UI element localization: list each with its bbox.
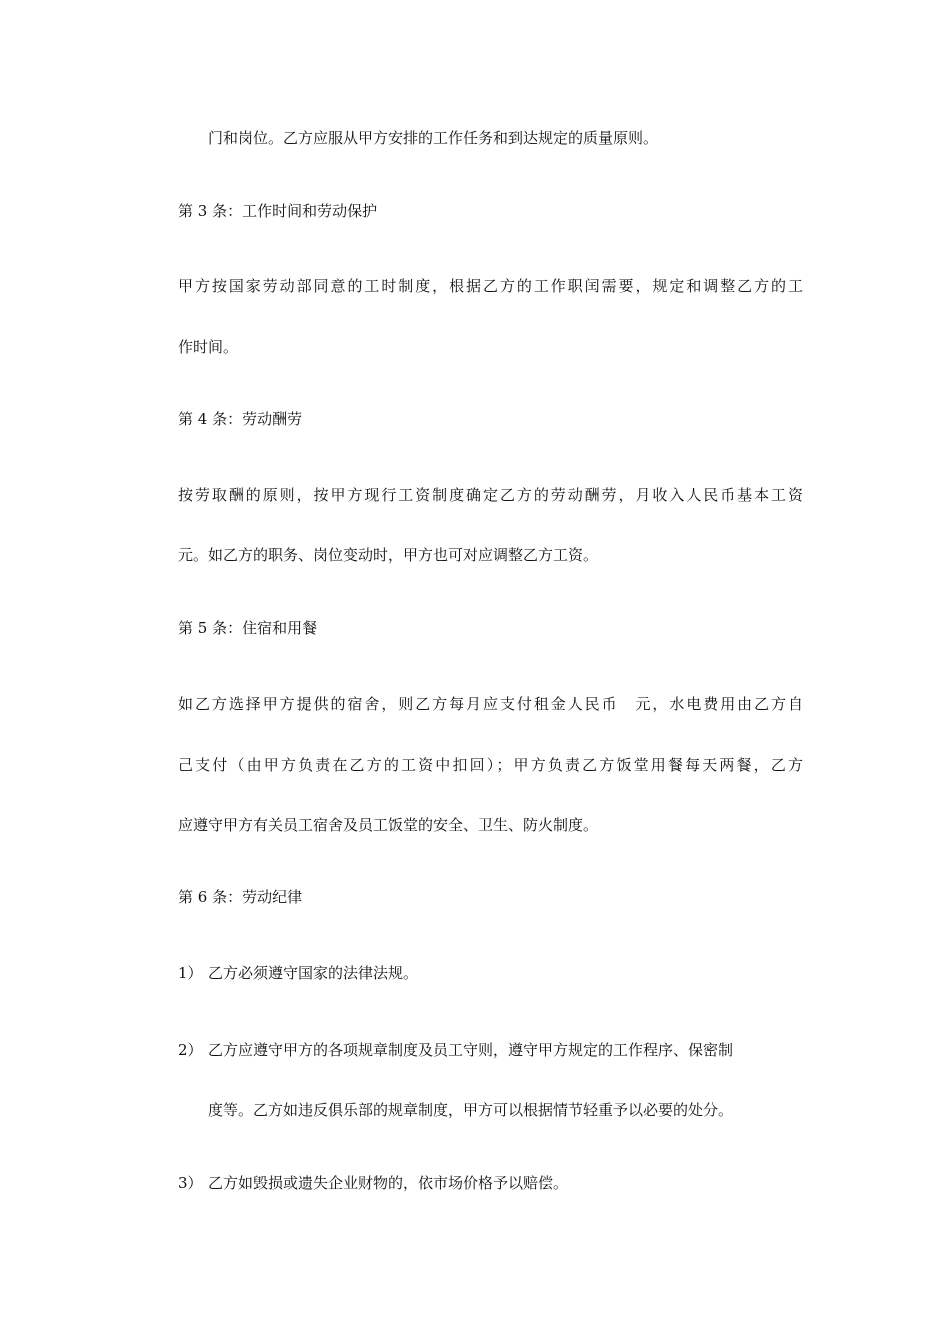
continuation-line: 门和岗位。乙方应服从甲方安排的工作任务和到达规定的质量原则。 — [208, 129, 659, 147]
list-item-line: 乙方必须遵守国家的法律法规。 — [208, 964, 419, 982]
list-item-line: 乙方如毁损或遗失企业财物的，依市场价格予以赔偿。 — [208, 1174, 569, 1192]
list-item-line: 乙方应遵守甲方的各项规章制度及员工守则，遵守甲方规定的工作程序、保密制 — [208, 1041, 734, 1059]
section-5-line-3: 应遵守甲方有关员工宿舍及员工饭堂的安全、卫生、防火制度。 — [178, 816, 599, 834]
section-5-line-2: 己支付（由甲方负责在乙方的工资中扣回）；甲方负责乙方饭堂用餐每天两餐，乙方 — [178, 756, 803, 774]
list-number: 1） — [178, 964, 203, 982]
list-item-line: 度等。乙方如违反俱乐部的规章制度，甲方可以根据情节轻重予以必要的处分。 — [208, 1101, 734, 1119]
list-number: 2） — [178, 1041, 203, 1059]
section-3-line-1: 甲方按国家劳动部同意的工时制度，根据乙方的工作职闰需要，规定和调整乙方的工 — [178, 277, 803, 295]
section-4-line-1: 按劳取酬的原则，按甲方现行工资制度确定乙方的劳动酬劳，月收入人民币基本工资 — [178, 486, 803, 504]
section-heading-4: 第 4 条：劳动酬劳 — [178, 410, 303, 428]
section-heading-3: 第 3 条：工作时间和劳动保护 — [178, 202, 378, 220]
section-heading-6: 第 6 条：劳动纪律 — [178, 888, 303, 906]
section-heading-5: 第 5 条：住宿和用餐 — [178, 619, 318, 637]
section-4-line-2: 元。如乙方的职务、岗位变动时，甲方也可对应调整乙方工资。 — [178, 546, 599, 564]
section-5-line-1: 如乙方选择甲方提供的宿舍，则乙方每月应支付租金人民币 元，水电费用由乙方自 — [178, 695, 803, 713]
list-number: 3） — [178, 1174, 203, 1192]
section-3-line-2: 作时间。 — [178, 338, 239, 356]
